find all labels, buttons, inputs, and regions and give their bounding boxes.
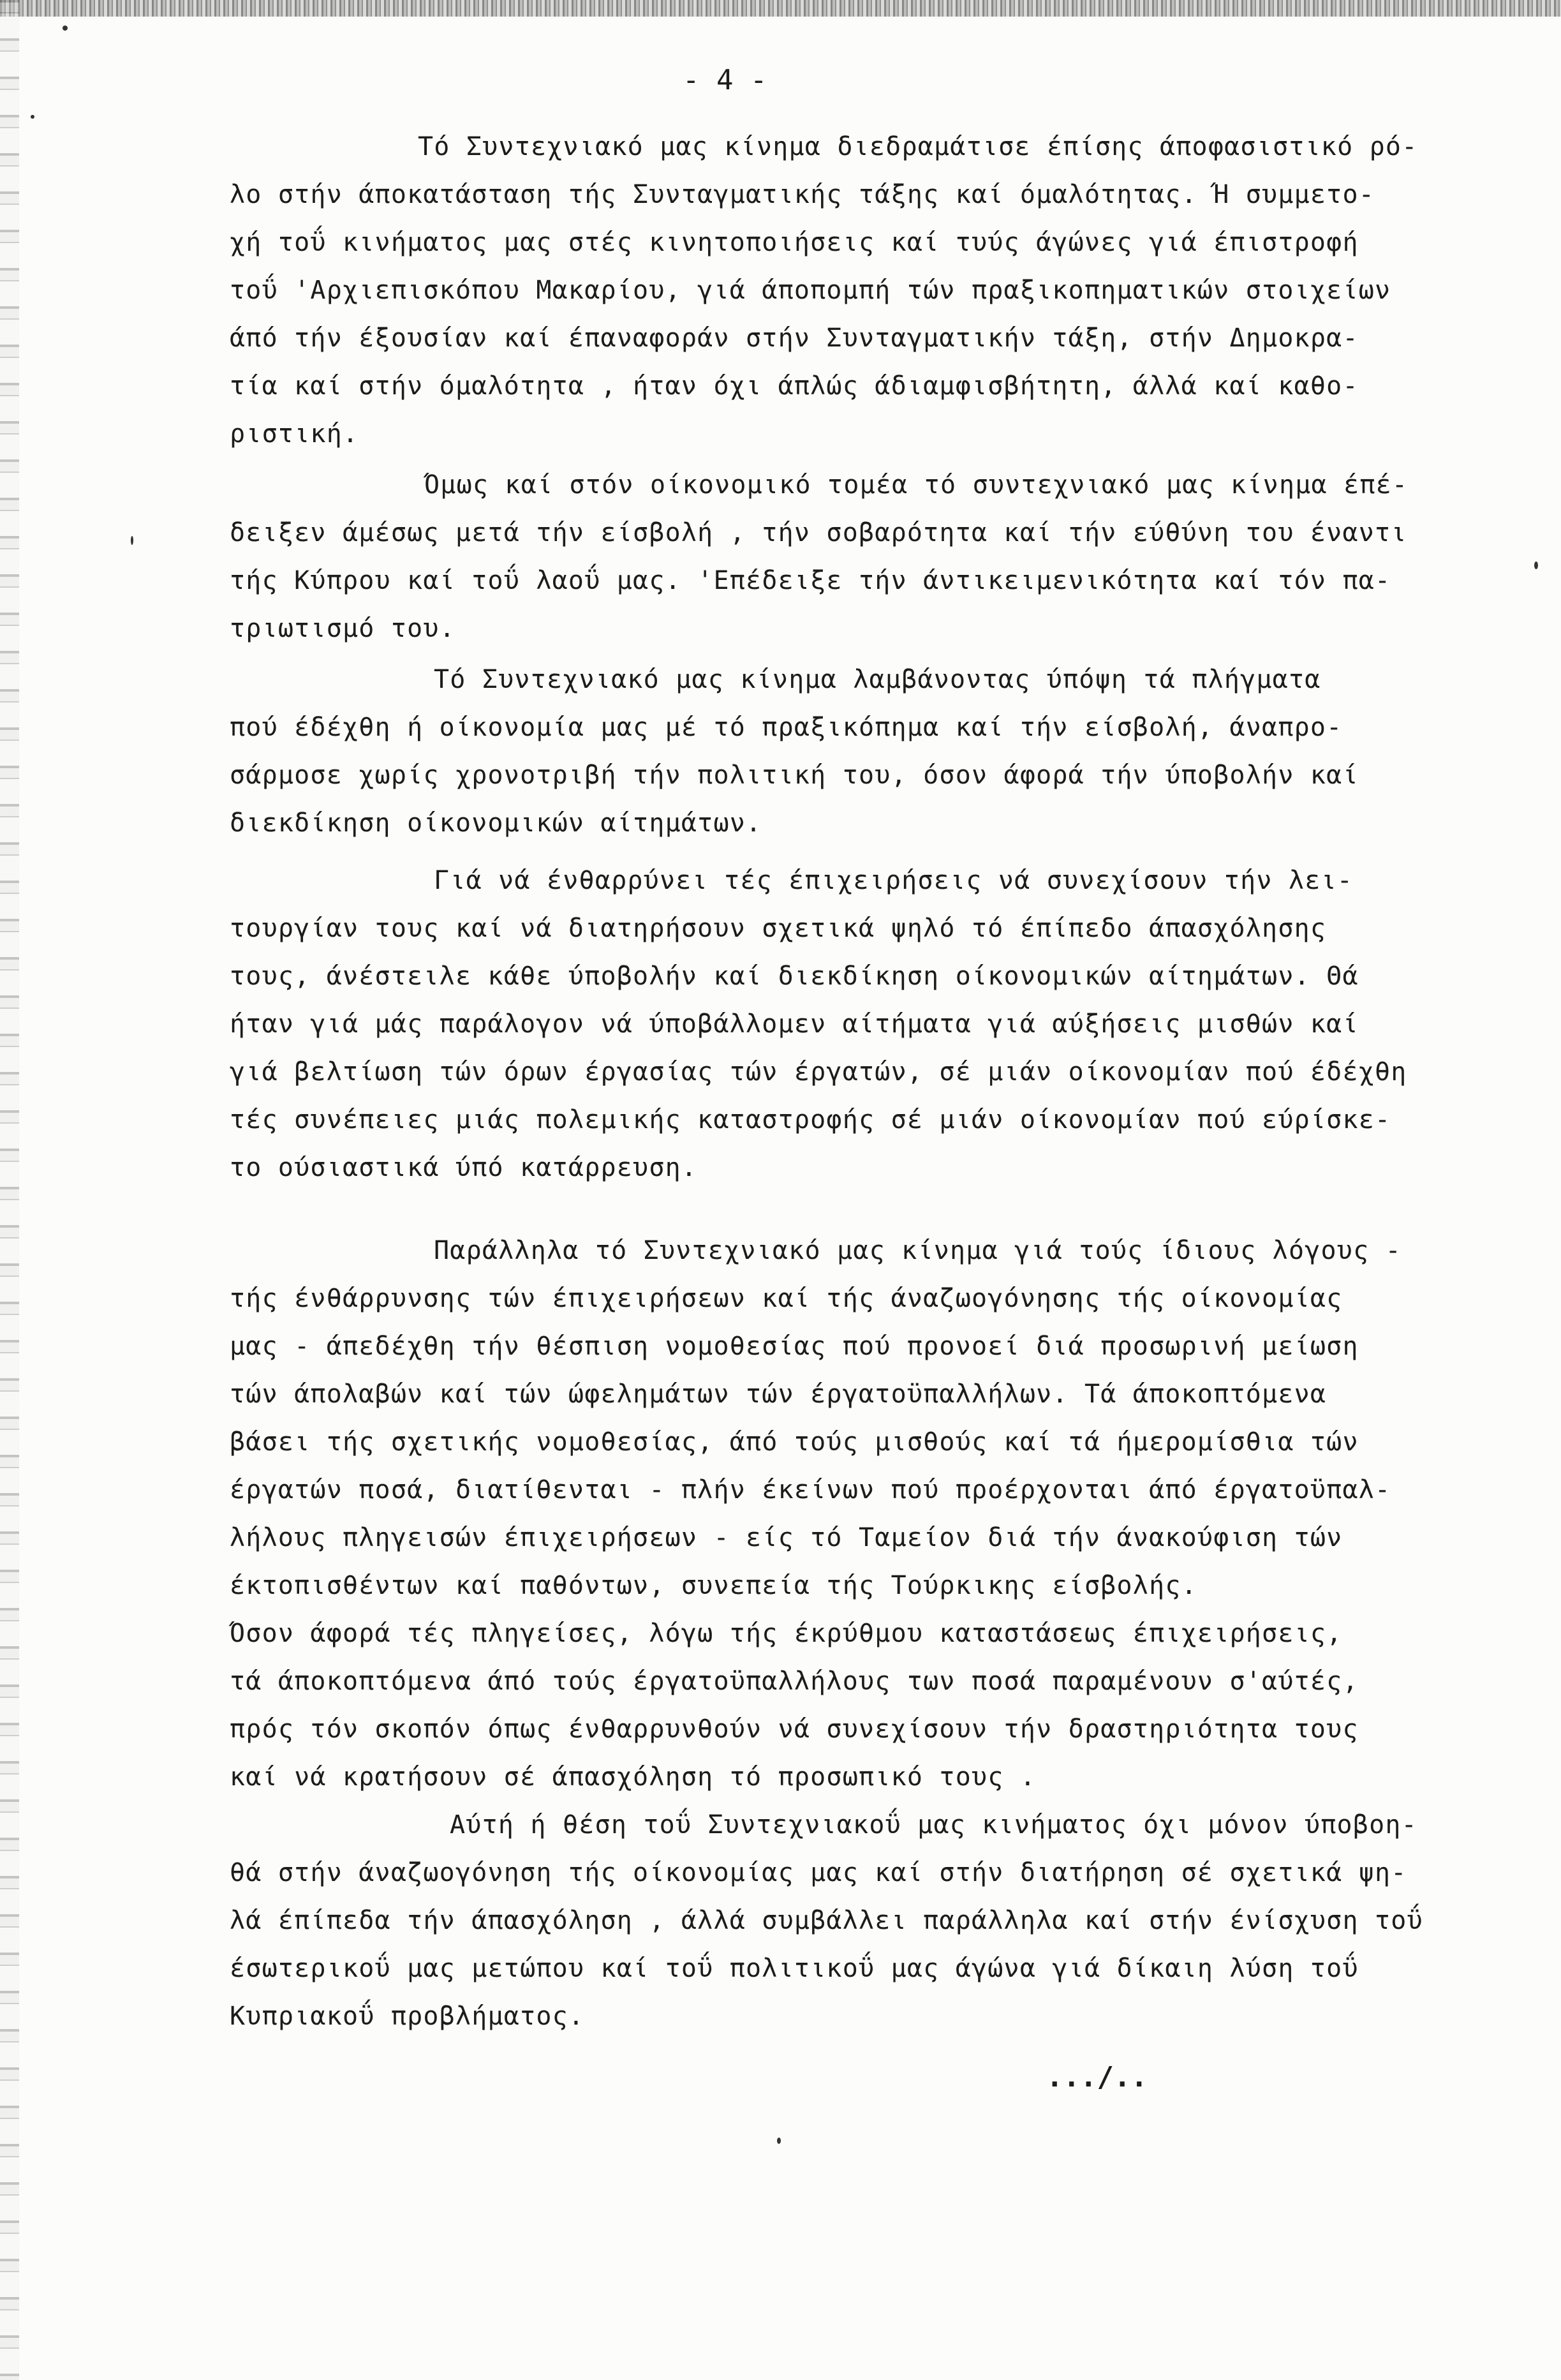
scan-speck [777,2138,781,2144]
text-line: ήταν γιά μάς παράλογον νά ύποβάλλομεν αίτήματα γιά αύξήσεις μισθών καί [230,1009,1359,1039]
text-line: τά άποκοπτόμενα άπό τούς έργατοϋπαλλήλους των ποσά παραμένουν σ'αύτές, [230,1667,1359,1696]
text-line: χή τοΰ κινήματος μας στές κινητοποιήσεις καί τυύς άγώνες γιά έπιστροφή [230,228,1359,257]
text-line: ριστική. [230,419,359,449]
scan-speck [131,536,133,545]
text-line: μας - άπεδέχθη τήν θέσπιση νομοθεσίας πού προνοεί διά προσωρινή μείωση [230,1332,1359,1361]
text-line: τής Κύπρου καί τοΰ λαοΰ μας. 'Επέδειξε τήν άντικειμενικότητα καί τόν πα- [230,566,1391,595]
text-line: έκτοπισθέντων καί παθόντων, συνεπεία τής Τούρκικης είσβολής. [230,1571,1197,1600]
text-line: τές συνέπειες μιάς πολεμικής καταστροφής σέ μιάν οίκονομίαν πού εύρίσκε- [230,1105,1391,1134]
text-line: τής ένθάρρυνσης τών έπιχειρήσεων καί τής άναζωογόνησης τής οίκονομίας [230,1284,1343,1313]
text-line: Όμως καί στόν οίκονομικό τομέα τό συντεχνιακό μας κίνημα έπέ- [424,470,1409,500]
text-line: διεκδίκηση οίκονομικών αίτημάτων. [230,808,762,838]
text-line: Κυπριακοΰ προβλήματος. [230,2002,585,2031]
scan-border-left [0,0,19,2380]
text-line: πού έδέχθη ή οίκονομία μας μέ τό πραξικόπημα καί τήν είσβολή, άναπρο- [230,713,1343,742]
text-line: Αύτή ή θέση τοΰ Συντεχνιακοΰ μας κινήματος όχι μόνον ύποβοη- [450,1810,1417,1840]
scan-speck [1534,562,1538,569]
text-line: Τό Συντεχνιακό μας κίνημα διεδραμάτισε έπίσης άποφασιστικό ρό- [418,132,1418,161]
text-line: λο στήν άποκατάσταση τής Συνταγματικής τάξης καί όμαλότητας. Ή συμμετο- [230,180,1375,209]
text-line: Παράλληλα τό Συντεχνιακό μας κίνημα γιά τούς ίδιους λόγους - [434,1236,1402,1265]
text-line: καί νά κρατήσουν σέ άπασχόληση τό προσωπικό τους . [230,1762,1037,1792]
text-line: σάρμοσε χωρίς χρονοτριβή τήν πολιτική του, όσον άφορά τήν ύποβολήν καί [230,761,1359,790]
text-line: τριωτισμό του. [230,614,455,643]
text-line: Γιά νά ένθαρρύνει τές έπιχειρήσεις νά συνεχίσουν τήν λει- [434,866,1354,895]
text-line: θά στήν άναζωογόνηση τής οίκονομίας μας καί στήν διατήρηση σέ σχετικά ψη- [230,1858,1407,1887]
text-line: το ούσιαστικά ύπό κατάρρευση. [230,1153,698,1182]
scan-speck [63,26,68,31]
page-number: - 4 - [683,64,767,96]
continuation-mark: .../.. [1046,2061,1148,2094]
text-line: λήλους πληγεισών έπιχειρήσεων - είς τό Ταμείον διά τήν άνακούφιση τών [230,1523,1343,1552]
scan-speck [31,115,34,119]
text-line: τους, άνέστειλε κάθε ύποβολήν καί διεκδίκηση οίκονομικών αίτημάτων. Θά [230,962,1359,991]
text-line: τία καί στήν όμαλότητα , ήταν όχι άπλώς άδιαμφισβήτητη, άλλά καί καθο- [230,371,1359,401]
text-line: Τό Συντεχνιακό μας κίνημα λαμβάνοντας ύπόψη τά πλήγματα [434,665,1321,694]
text-line: Όσον άφορά τές πληγείσες, λόγω τής έκρύθμου καταστάσεως έπιχειρήσεις, [230,1619,1343,1648]
text-line: έσωτερικοΰ μας μετώπου καί τοΰ πολιτικοΰ μας άγώνα γιά δίκαιη λύση τοΰ [230,1954,1359,1983]
text-line: έργατών ποσά, διατίθενται - πλήν έκείνων πού προέρχονται άπό έργατοϋπαλ- [230,1475,1391,1505]
text-line: δειξεν άμέσως μετά τήν είσβολή , τήν σοβαρότητα καί τήν εύθύνη του έναντι [230,518,1407,547]
text-line: γιά βελτίωση τών όρων έργασίας τών έργατών, σέ μιάν οίκονομίαν πού έδέχθη [230,1057,1407,1087]
text-line: λά έπίπεδα τήν άπασχόληση , άλλά συμβάλλει παράλληλα καί στήν ένίσχυση τοΰ [230,1906,1423,1935]
text-line: τών άπολαβών καί τών ώφελημάτων τών έργατοϋπαλλήλων. Τά άποκοπτόμενα [230,1380,1327,1409]
scan-border-top [0,0,1561,17]
text-line: βάσει τής σχετικής νομοθεσίας, άπό τούς μισθούς καί τά ήμερομίσθια τών [230,1427,1359,1457]
text-line: τοΰ 'Αρχιεπισκόπου Μακαρίου, γιά άποπομπή τών πραξικοπηματικών στοιχείων [230,276,1391,305]
text-line: άπό τήν έξουσίαν καί έπαναφοράν στήν Συνταγματικήν τάξη, στήν Δημοκρα- [230,324,1359,353]
text-line: τουργίαν τους καί νά διατηρήσουν σχετικά ψηλό τό έπίπεδο άπασχόλησης [230,914,1327,943]
text-line: πρός τόν σκοπόν όπως ένθαρρυνθούν νά συνεχίσουν τήν δραστηριότητα τους [230,1714,1359,1744]
